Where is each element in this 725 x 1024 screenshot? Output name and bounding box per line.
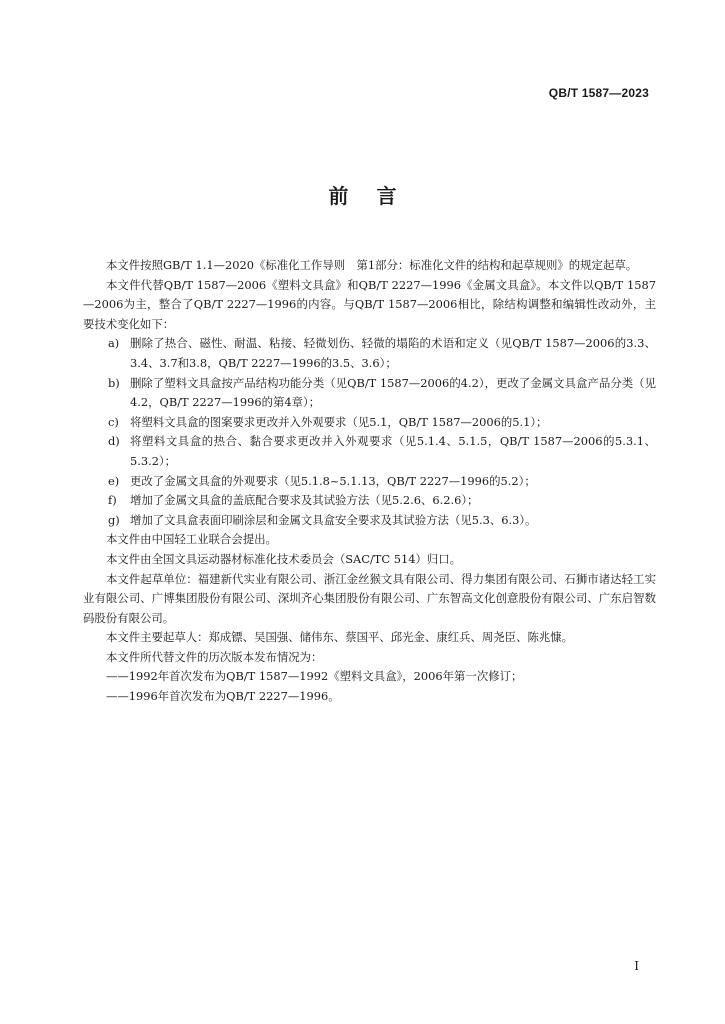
standard-code: QB/T 1587—2023: [548, 86, 649, 100]
list-item-text: 将塑料文具盒的图案要求更改并入外观要求（见5.1，QB/T 1587—2006的5.1）；: [130, 414, 548, 429]
list-item-text: 增加了金属文具盒的盖底配合要求及其试验方法（见5.2.6、6.2.6）；: [130, 493, 479, 508]
list-item: [83, 334, 656, 373]
list-marker: a): [108, 336, 120, 351]
list-marker: e): [108, 473, 120, 488]
page-title: 前言: [328, 184, 425, 208]
list-item: [83, 472, 656, 492]
paragraph-replacement: 本文件代替QB/T 1587—2006《塑料文具盒》和QB/T 2227—1996《金属文具盒》。本文件以QB/T 1587—2006为主，整合了QB/T 2227—1996的内容。与QB/T 1587—2006相比，除结构调整和编辑性改动外，主要技术变化如下：: [83, 277, 656, 331]
list-item: [83, 413, 656, 433]
list-item: [83, 374, 656, 413]
list-item-text: 删除了塑料文具盒按产品结构功能分类（见QB/T 1587—2006的4.2），更改了金属文具盒产品分类（见4.2，QB/T 2227—1996的第4章）；: [130, 375, 656, 410]
page-number: I: [634, 959, 639, 973]
list-item-text: 更改了金属文具盒的外观要求（见5.1.8~5.1.13，QB/T 2227—1996的5.2）；: [130, 473, 536, 488]
list-marker: d): [108, 434, 120, 449]
list-item-text: 增加了文具盒表面印刷涂层和金属文具盒安全要求及其试验方法（见5.3、6.3）。: [130, 512, 537, 527]
list-marker: f): [108, 493, 117, 508]
list-item: [83, 432, 656, 471]
history-entry: ——1992年首次发布为QB/T 1587—1992《塑料文具盒》，2006年第一次修订；: [106, 669, 523, 684]
paragraph-drafters: 本文件主要起草人：郑成镖、吴国强、储伟东、蔡国平、邱光金、康红兵、周尧臣、陈兆慷。: [106, 630, 574, 645]
paragraph-history-intro: 本文件所代替文件的历次版本发布情况为：: [106, 649, 323, 664]
paragraph-drafting-units: 本文件起草单位：福建新代实业有限公司、浙江金丝猴文具有限公司、得力集团有限公司、石狮市诸达轻工实业有限公司、广博集团股份有限公司、深圳齐心集团股份有限公司、广东智高文化创意股份有限公司、广东启智数码股份有限公司。: [83, 571, 656, 625]
history-entry: ——1996年首次发布为QB/T 2227—1996。: [106, 689, 340, 704]
list-marker: c): [108, 414, 119, 429]
paragraph-committee: 本文件由全国文具运动器材标准化技术委员会（SAC/TC 514）归口。: [106, 551, 462, 566]
foreword-body: [83, 256, 656, 707]
paragraph-proposer: 本文件由中国轻工业联合会提出。: [106, 532, 277, 547]
list-item-text: 将塑料文具盒的热合、黏合要求更改并入外观要求（见5.1.4、5.1.5，QB/T 1587—2006的5.3.1、5.3.2）；: [130, 434, 656, 468]
list-item: [83, 511, 656, 531]
list-marker: g): [108, 512, 120, 527]
paragraph-drafting-rules: 本文件按照GB/T 1.1—2020《标准化工作导则 第1部分：标准化文件的结构和起草规则》的规定起草。: [106, 258, 638, 272]
technical-changes-list: [83, 334, 656, 530]
list-item: [83, 491, 656, 511]
list-item-text: 删除了热合、磁性、耐温、粘接、轻微划伤、轻微的塌陷的术语和定义（见QB/T 1587—2006的3.3、3.4、3.7和3.8，QB/T 2227—1996的3.5、3.6）；: [130, 336, 656, 370]
list-marker: b): [108, 375, 120, 390]
